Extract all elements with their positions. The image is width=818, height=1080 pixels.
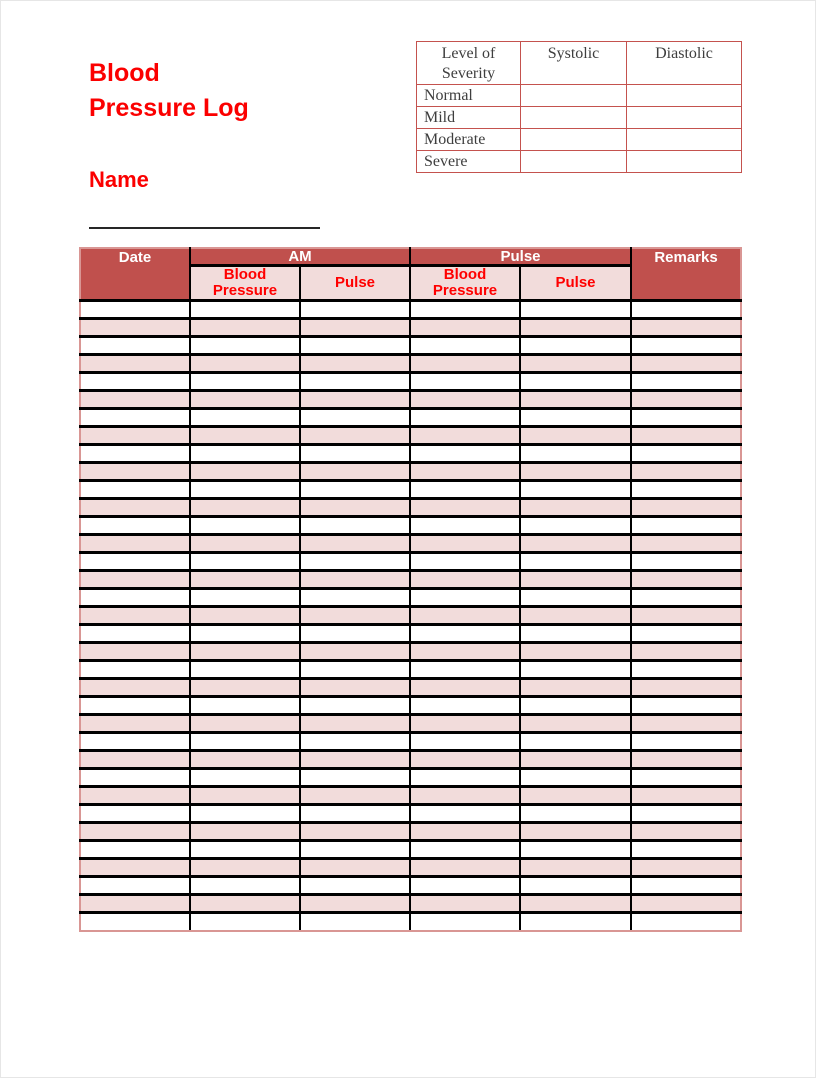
log-cell-am-pulse[interactable] — [300, 697, 410, 715]
log-cell-date[interactable] — [80, 499, 190, 517]
log-cell-am-pulse[interactable] — [300, 517, 410, 535]
log-row — [80, 499, 741, 517]
log-subheader-am-pulse — [300, 266, 410, 301]
log-cell-pm-pulse[interactable] — [520, 481, 631, 499]
severity-reference-table — [416, 41, 742, 173]
log-row — [80, 733, 741, 751]
log-cell-am-pulse[interactable] — [300, 733, 410, 751]
log-cell-date[interactable] — [80, 517, 190, 535]
log-cell-pm-pulse[interactable] — [520, 805, 631, 823]
log-cell-remarks[interactable] — [631, 499, 741, 517]
log-cell-am-blood-pressure[interactable] — [190, 427, 300, 445]
severity-systolic-cell[interactable] — [521, 85, 627, 107]
log-cell-am-pulse[interactable] — [300, 409, 410, 427]
severity-header-row — [417, 42, 742, 85]
log-row — [80, 319, 741, 337]
log-cell-pm-pulse[interactable] — [520, 913, 631, 931]
log-cell-pm-pulse[interactable] — [520, 715, 631, 733]
log-cell-remarks[interactable] — [631, 823, 741, 841]
severity-systolic-cell[interactable] — [521, 129, 627, 151]
log-cell-date[interactable] — [80, 751, 190, 769]
log-cell-date[interactable] — [80, 445, 190, 463]
log-cell-date[interactable] — [80, 337, 190, 355]
log-cell-am-blood-pressure[interactable] — [190, 499, 300, 517]
log-cell-remarks[interactable] — [631, 571, 741, 589]
log-row — [80, 607, 741, 625]
log-cell-pm-blood-pressure[interactable] — [410, 841, 520, 859]
log-cell-am-blood-pressure[interactable] — [190, 463, 300, 481]
log-cell-am-blood-pressure[interactable] — [190, 661, 300, 679]
log-cell-pm-blood-pressure[interactable] — [410, 697, 520, 715]
log-cell-date[interactable] — [80, 895, 190, 913]
log-cell-pm-pulse[interactable] — [520, 571, 631, 589]
log-row — [80, 481, 741, 499]
log-cell-am-pulse[interactable] — [300, 751, 410, 769]
log-cell-pm-blood-pressure[interactable] — [410, 679, 520, 697]
severity-label-normal: Normal — [417, 85, 521, 107]
log-cell-pm-blood-pressure[interactable] — [410, 391, 520, 409]
log-cell-pm-blood-pressure[interactable] — [410, 733, 520, 751]
log-cell-pm-pulse[interactable] — [520, 751, 631, 769]
log-cell-date[interactable] — [80, 625, 190, 643]
log-cell-pm-pulse[interactable] — [520, 661, 631, 679]
log-cell-remarks[interactable] — [631, 517, 741, 535]
log-cell-am-blood-pressure[interactable] — [190, 553, 300, 571]
log-cell-pm-blood-pressure[interactable] — [410, 625, 520, 643]
log-cell-pm-pulse[interactable] — [520, 679, 631, 697]
log-cell-am-blood-pressure[interactable] — [190, 679, 300, 697]
log-cell-am-pulse[interactable] — [300, 553, 410, 571]
log-cell-date[interactable] — [80, 553, 190, 571]
log-cell-am-pulse[interactable] — [300, 859, 410, 877]
log-cell-pm-blood-pressure[interactable] — [410, 337, 520, 355]
log-cell-remarks[interactable] — [631, 913, 741, 931]
log-row — [80, 679, 741, 697]
log-cell-date[interactable] — [80, 643, 190, 661]
log-row — [80, 643, 741, 661]
log-cell-am-pulse[interactable] — [300, 769, 410, 787]
log-cell-date[interactable] — [80, 697, 190, 715]
log-row — [80, 859, 741, 877]
log-subheader-pm-pulse — [520, 266, 631, 301]
log-cell-remarks[interactable] — [631, 643, 741, 661]
log-cell-remarks[interactable] — [631, 697, 741, 715]
log-cell-pm-blood-pressure[interactable] — [410, 427, 520, 445]
log-cell-am-pulse[interactable] — [300, 571, 410, 589]
log-cell-am-pulse[interactable] — [300, 661, 410, 679]
log-header-pm-group: Pulse — [410, 248, 631, 266]
log-cell-remarks[interactable] — [631, 895, 741, 913]
log-cell-am-blood-pressure[interactable] — [190, 643, 300, 661]
log-row — [80, 715, 741, 733]
log-cell-remarks[interactable] — [631, 679, 741, 697]
log-cell-date[interactable] — [80, 823, 190, 841]
log-cell-date[interactable] — [80, 463, 190, 481]
log-cell-am-pulse[interactable] — [300, 841, 410, 859]
page-title-line1: Blood — [89, 59, 160, 87]
log-cell-am-pulse[interactable] — [300, 481, 410, 499]
log-cell-pm-pulse[interactable] — [520, 697, 631, 715]
log-cell-pm-pulse[interactable] — [520, 373, 631, 391]
log-cell-date[interactable] — [80, 661, 190, 679]
log-cell-remarks[interactable] — [631, 373, 741, 391]
log-cell-am-blood-pressure[interactable] — [190, 913, 300, 931]
log-cell-pm-pulse[interactable] — [520, 895, 631, 913]
log-cell-pm-blood-pressure[interactable] — [410, 373, 520, 391]
bp-log-table — [79, 247, 742, 932]
log-cell-pm-blood-pressure[interactable] — [410, 499, 520, 517]
log-cell-am-blood-pressure[interactable] — [190, 301, 300, 319]
log-cell-pm-blood-pressure[interactable] — [410, 769, 520, 787]
log-cell-pm-blood-pressure[interactable] — [410, 859, 520, 877]
log-cell-remarks[interactable] — [631, 391, 741, 409]
severity-row-severe — [417, 151, 742, 173]
log-row — [80, 841, 741, 859]
log-cell-pm-blood-pressure[interactable] — [410, 571, 520, 589]
log-cell-am-blood-pressure[interactable] — [190, 571, 300, 589]
log-row — [80, 337, 741, 355]
log-cell-am-pulse[interactable] — [300, 895, 410, 913]
log-cell-date[interactable] — [80, 355, 190, 373]
log-cell-am-blood-pressure[interactable] — [190, 355, 300, 373]
log-cell-pm-pulse[interactable] — [520, 607, 631, 625]
log-subheader-am-blood-pressure — [190, 266, 300, 301]
log-cell-am-blood-pressure[interactable] — [190, 481, 300, 499]
log-cell-date[interactable] — [80, 589, 190, 607]
log-cell-am-pulse[interactable] — [300, 877, 410, 895]
log-cell-am-pulse[interactable] — [300, 607, 410, 625]
log-cell-date[interactable] — [80, 913, 190, 931]
log-cell-remarks[interactable] — [631, 589, 741, 607]
log-cell-am-blood-pressure[interactable] — [190, 715, 300, 733]
log-cell-pm-pulse[interactable] — [520, 301, 631, 319]
log-table-body — [80, 301, 741, 931]
log-cell-am-blood-pressure[interactable] — [190, 319, 300, 337]
severity-label-moderate: Moderate — [417, 129, 521, 151]
log-row — [80, 589, 741, 607]
log-cell-am-blood-pressure[interactable] — [190, 895, 300, 913]
log-cell-pm-pulse[interactable] — [520, 337, 631, 355]
log-cell-am-pulse[interactable] — [300, 805, 410, 823]
log-row — [80, 625, 741, 643]
log-cell-pm-pulse[interactable] — [520, 535, 631, 553]
log-cell-pm-pulse[interactable] — [520, 841, 631, 859]
log-cell-pm-blood-pressure[interactable] — [410, 535, 520, 553]
log-cell-am-blood-pressure[interactable] — [190, 445, 300, 463]
log-cell-remarks[interactable] — [631, 715, 741, 733]
severity-systolic-cell[interactable] — [521, 107, 627, 129]
log-cell-pm-blood-pressure[interactable] — [410, 877, 520, 895]
log-cell-am-pulse[interactable] — [300, 319, 410, 337]
log-cell-remarks[interactable] — [631, 877, 741, 895]
log-cell-pm-blood-pressure[interactable] — [410, 607, 520, 625]
log-cell-date[interactable] — [80, 409, 190, 427]
log-cell-remarks[interactable] — [631, 661, 741, 679]
log-cell-date[interactable] — [80, 391, 190, 409]
log-cell-pm-blood-pressure[interactable] — [410, 409, 520, 427]
log-cell-pm-pulse[interactable] — [520, 409, 631, 427]
log-cell-remarks[interactable] — [631, 427, 741, 445]
log-cell-date[interactable] — [80, 715, 190, 733]
log-cell-am-pulse[interactable] — [300, 823, 410, 841]
log-cell-am-pulse[interactable] — [300, 445, 410, 463]
log-cell-date[interactable] — [80, 427, 190, 445]
log-cell-pm-blood-pressure[interactable] — [410, 319, 520, 337]
log-cell-remarks[interactable] — [631, 337, 741, 355]
log-cell-am-pulse[interactable] — [300, 913, 410, 931]
log-cell-pm-blood-pressure[interactable] — [410, 751, 520, 769]
severity-row-moderate — [417, 129, 742, 151]
log-cell-am-blood-pressure[interactable] — [190, 625, 300, 643]
log-cell-am-blood-pressure[interactable] — [190, 337, 300, 355]
log-cell-remarks[interactable] — [631, 355, 741, 373]
log-cell-pm-blood-pressure[interactable] — [410, 301, 520, 319]
log-row — [80, 787, 741, 805]
log-cell-am-blood-pressure[interactable] — [190, 409, 300, 427]
log-row — [80, 535, 741, 553]
log-cell-pm-pulse[interactable] — [520, 391, 631, 409]
log-cell-am-pulse[interactable] — [300, 499, 410, 517]
log-cell-pm-blood-pressure[interactable] — [410, 517, 520, 535]
log-cell-am-pulse[interactable] — [300, 355, 410, 373]
severity-header-level: Level of Severity — [417, 42, 521, 85]
severity-systolic-cell[interactable] — [521, 151, 627, 173]
log-cell-am-pulse[interactable] — [300, 643, 410, 661]
name-underline-field[interactable] — [89, 203, 320, 229]
log-cell-date[interactable] — [80, 607, 190, 625]
log-row — [80, 355, 741, 373]
log-cell-am-blood-pressure[interactable] — [190, 859, 300, 877]
log-row — [80, 895, 741, 913]
log-row — [80, 697, 741, 715]
log-subheader-label: Blood Pressure — [432, 266, 498, 299]
log-cell-remarks[interactable] — [631, 859, 741, 877]
log-cell-date[interactable] — [80, 805, 190, 823]
log-header-am-group: AM — [190, 248, 410, 266]
page-title — [89, 56, 249, 126]
log-row — [80, 517, 741, 535]
severity-header-diastolic: Diastolic — [627, 42, 742, 85]
log-cell-am-blood-pressure[interactable] — [190, 589, 300, 607]
log-cell-am-blood-pressure[interactable] — [190, 373, 300, 391]
log-cell-am-pulse[interactable] — [300, 715, 410, 733]
log-cell-remarks[interactable] — [631, 625, 741, 643]
log-cell-pm-blood-pressure[interactable] — [410, 661, 520, 679]
log-row — [80, 661, 741, 679]
log-cell-am-blood-pressure[interactable] — [190, 805, 300, 823]
log-row — [80, 571, 741, 589]
severity-label-severe: Severe — [417, 151, 521, 173]
log-cell-remarks[interactable] — [631, 301, 741, 319]
log-row — [80, 445, 741, 463]
log-row — [80, 553, 741, 571]
log-cell-am-blood-pressure[interactable] — [190, 841, 300, 859]
log-row — [80, 805, 741, 823]
log-cell-remarks[interactable] — [631, 481, 741, 499]
log-cell-pm-blood-pressure[interactable] — [410, 643, 520, 661]
log-cell-am-blood-pressure[interactable] — [190, 769, 300, 787]
log-cell-date[interactable] — [80, 877, 190, 895]
log-row — [80, 301, 741, 319]
severity-diastolic-cell[interactable] — [627, 107, 742, 129]
log-cell-am-pulse[interactable] — [300, 373, 410, 391]
severity-diastolic-cell[interactable] — [627, 129, 742, 151]
log-cell-am-blood-pressure[interactable] — [190, 517, 300, 535]
log-row — [80, 913, 741, 931]
log-row — [80, 751, 741, 769]
log-cell-date[interactable] — [80, 319, 190, 337]
log-cell-date[interactable] — [80, 535, 190, 553]
log-row — [80, 877, 741, 895]
log-cell-am-pulse[interactable] — [300, 301, 410, 319]
log-cell-am-blood-pressure[interactable] — [190, 751, 300, 769]
log-cell-pm-blood-pressure[interactable] — [410, 463, 520, 481]
log-header-date: Date — [80, 248, 190, 301]
log-cell-pm-pulse[interactable] — [520, 499, 631, 517]
log-cell-am-pulse[interactable] — [300, 337, 410, 355]
log-cell-am-pulse[interactable] — [300, 427, 410, 445]
log-subheader-label: Pulse — [334, 274, 376, 291]
log-cell-am-blood-pressure[interactable] — [190, 535, 300, 553]
log-cell-am-blood-pressure[interactable] — [190, 391, 300, 409]
log-cell-date[interactable] — [80, 787, 190, 805]
log-cell-pm-pulse[interactable] — [520, 517, 631, 535]
log-cell-date[interactable] — [80, 733, 190, 751]
log-cell-pm-blood-pressure[interactable] — [410, 481, 520, 499]
log-row — [80, 769, 741, 787]
severity-diastolic-cell[interactable] — [627, 85, 742, 107]
log-cell-remarks[interactable] — [631, 751, 741, 769]
log-cell-remarks[interactable] — [631, 445, 741, 463]
log-cell-pm-pulse[interactable] — [520, 589, 631, 607]
severity-row-mild — [417, 107, 742, 129]
log-cell-am-pulse[interactable] — [300, 589, 410, 607]
log-cell-remarks[interactable] — [631, 319, 741, 337]
log-cell-pm-blood-pressure[interactable] — [410, 445, 520, 463]
log-cell-date[interactable] — [80, 841, 190, 859]
log-cell-date[interactable] — [80, 301, 190, 319]
log-cell-pm-pulse[interactable] — [520, 733, 631, 751]
log-cell-pm-blood-pressure[interactable] — [410, 895, 520, 913]
log-subheader-label: Blood Pressure — [212, 266, 278, 299]
log-cell-remarks[interactable] — [631, 607, 741, 625]
severity-header-systolic: Systolic — [521, 42, 627, 85]
log-cell-date[interactable] — [80, 481, 190, 499]
log-cell-pm-pulse[interactable] — [520, 463, 631, 481]
log-cell-am-pulse[interactable] — [300, 463, 410, 481]
log-cell-remarks[interactable] — [631, 841, 741, 859]
log-cell-am-blood-pressure[interactable] — [190, 787, 300, 805]
log-cell-remarks[interactable] — [631, 553, 741, 571]
log-row — [80, 823, 741, 841]
log-row — [80, 463, 741, 481]
log-cell-am-pulse[interactable] — [300, 787, 410, 805]
log-cell-remarks[interactable] — [631, 805, 741, 823]
log-cell-am-pulse[interactable] — [300, 625, 410, 643]
log-cell-remarks[interactable] — [631, 787, 741, 805]
page-title-line2: Pressure Log — [89, 94, 249, 122]
log-cell-pm-blood-pressure[interactable] — [410, 553, 520, 571]
log-cell-pm-pulse[interactable] — [520, 823, 631, 841]
log-subheader-pm-blood-pressure — [410, 266, 520, 301]
log-cell-am-pulse[interactable] — [300, 535, 410, 553]
log-cell-date[interactable] — [80, 571, 190, 589]
log-cell-pm-blood-pressure[interactable] — [410, 787, 520, 805]
log-cell-pm-pulse[interactable] — [520, 445, 631, 463]
log-cell-am-blood-pressure[interactable] — [190, 607, 300, 625]
log-cell-remarks[interactable] — [631, 409, 741, 427]
log-cell-pm-blood-pressure[interactable] — [410, 823, 520, 841]
log-cell-date[interactable] — [80, 373, 190, 391]
severity-label-mild: Mild — [417, 107, 521, 129]
log-cell-remarks[interactable] — [631, 733, 741, 751]
log-subheader-label: Pulse — [555, 274, 596, 291]
log-header-remarks: Remarks — [631, 248, 741, 301]
log-cell-am-pulse[interactable] — [300, 391, 410, 409]
log-cell-am-blood-pressure[interactable] — [190, 733, 300, 751]
log-cell-pm-blood-pressure[interactable] — [410, 589, 520, 607]
log-cell-date[interactable] — [80, 859, 190, 877]
log-cell-date[interactable] — [80, 769, 190, 787]
log-cell-pm-pulse[interactable] — [520, 553, 631, 571]
log-header-group-row — [80, 248, 741, 266]
log-cell-pm-blood-pressure[interactable] — [410, 805, 520, 823]
severity-row-normal — [417, 85, 742, 107]
log-cell-pm-blood-pressure[interactable] — [410, 715, 520, 733]
log-cell-am-blood-pressure[interactable] — [190, 877, 300, 895]
log-cell-am-blood-pressure[interactable] — [190, 823, 300, 841]
log-cell-pm-pulse[interactable] — [520, 787, 631, 805]
log-cell-pm-pulse[interactable] — [520, 877, 631, 895]
log-row — [80, 427, 741, 445]
log-cell-remarks[interactable] — [631, 769, 741, 787]
log-row — [80, 373, 741, 391]
name-label: Name — [89, 167, 149, 192]
log-cell-am-pulse[interactable] — [300, 679, 410, 697]
log-row — [80, 409, 741, 427]
log-cell-pm-blood-pressure[interactable] — [410, 355, 520, 373]
log-cell-remarks[interactable] — [631, 535, 741, 553]
log-cell-pm-pulse[interactable] — [520, 427, 631, 445]
log-cell-pm-pulse[interactable] — [520, 625, 631, 643]
severity-diastolic-cell[interactable] — [627, 151, 742, 173]
log-cell-pm-blood-pressure[interactable] — [410, 913, 520, 931]
log-row — [80, 391, 741, 409]
log-cell-pm-pulse[interactable] — [520, 643, 631, 661]
log-cell-date[interactable] — [80, 679, 190, 697]
log-cell-am-blood-pressure[interactable] — [190, 697, 300, 715]
log-cell-pm-pulse[interactable] — [520, 859, 631, 877]
log-cell-pm-pulse[interactable] — [520, 355, 631, 373]
log-cell-pm-pulse[interactable] — [520, 319, 631, 337]
log-cell-remarks[interactable] — [631, 463, 741, 481]
log-cell-pm-pulse[interactable] — [520, 769, 631, 787]
